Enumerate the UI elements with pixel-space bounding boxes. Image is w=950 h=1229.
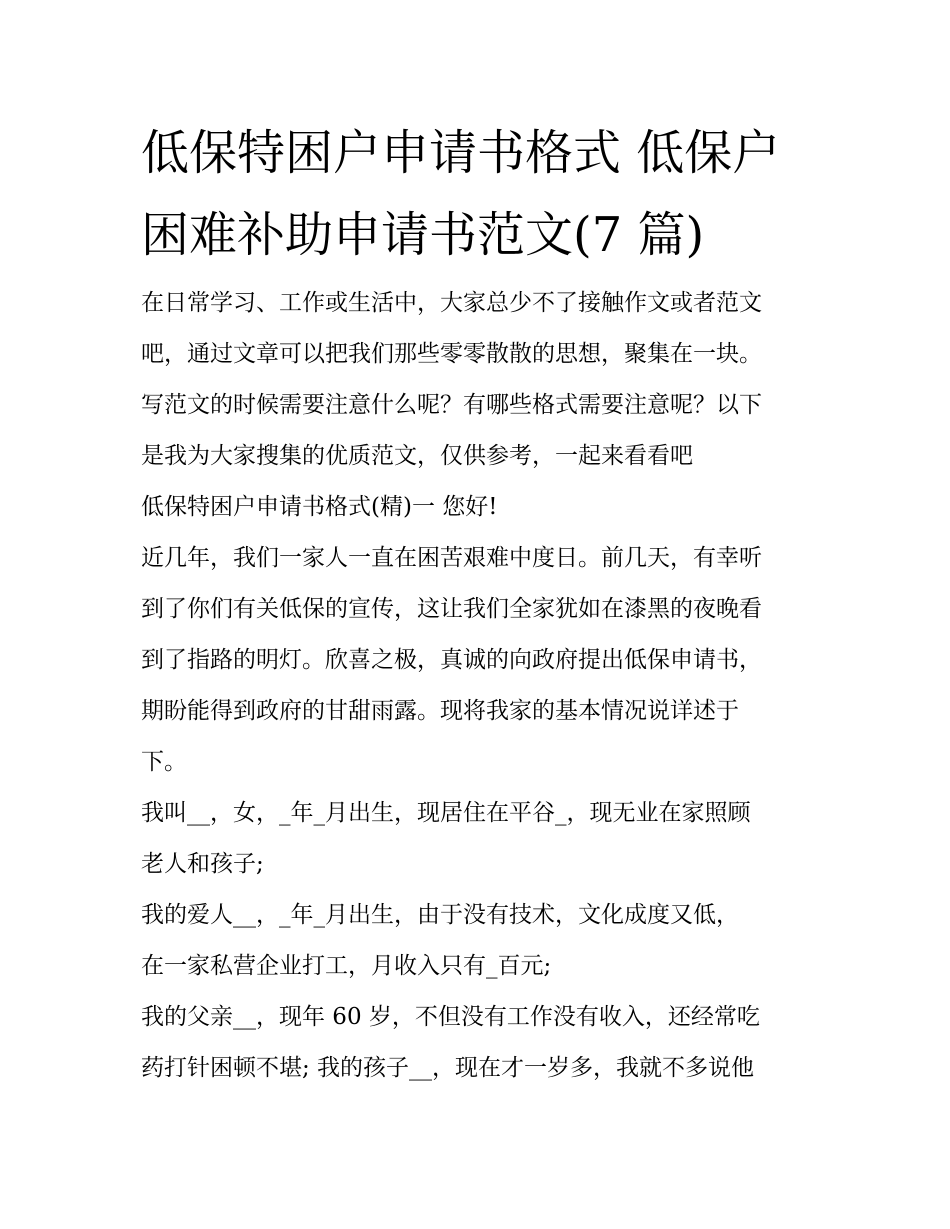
body-line: 我的父亲__，现年 60 岁，不但没有工作没有收入，还经常吃 — [141, 1004, 760, 1030]
body-line: 近几年，我们一家人一直在困苦艰难中度日。前几天，有幸听 — [141, 545, 762, 571]
body-line: 老人和孩子; — [141, 851, 264, 877]
body-line: 我的爱人__，_年_月出生，由于没有技术，文化成度又低， — [141, 902, 739, 928]
document-body — [141, 278, 821, 1094]
body-line: 我叫__，女，_年_月出生，现居住在平谷_，现无业在家照顾 — [141, 800, 751, 826]
body-line: 下。 — [141, 749, 187, 775]
body-line: 是我为大家搜集的优质范文，仅供参考，一起来看看吧 — [141, 443, 693, 469]
title-line: 低保特困户申请书格式 低保户 — [141, 125, 781, 181]
body-line: 吧，通过文章可以把我们那些零零散散的思想，聚集在一块。 — [141, 341, 762, 367]
body-line: 药打针困顿不堪; 我的孩子__，现在才一岁多，我就不多说他 — [141, 1055, 755, 1081]
body-line: 期盼能得到政府的甘甜雨露。现将我家的基本情况说详述于 — [141, 698, 739, 724]
body-line: 低保特困户申请书格式(精)一 您好! — [141, 494, 498, 520]
title-line: 困难补助申请书范文(7 篇) — [141, 207, 705, 263]
body-line: 到了你们有关低保的宣传，这让我们全家犹如在漆黑的夜晚看 — [141, 596, 762, 622]
body-line: 写范文的时候需要注意什么呢？有哪些格式需要注意呢？以下 — [141, 392, 762, 418]
body-line: 在一家私营企业打工，月收入只有_百元; — [141, 953, 552, 979]
body-line: 到了指路的明灯。欣喜之极，真诚的向政府提出低保申请书， — [141, 647, 762, 673]
document-title — [141, 112, 821, 276]
body-line: 在日常学习、工作或生活中，大家总少不了接触作文或者范文 — [141, 290, 762, 316]
